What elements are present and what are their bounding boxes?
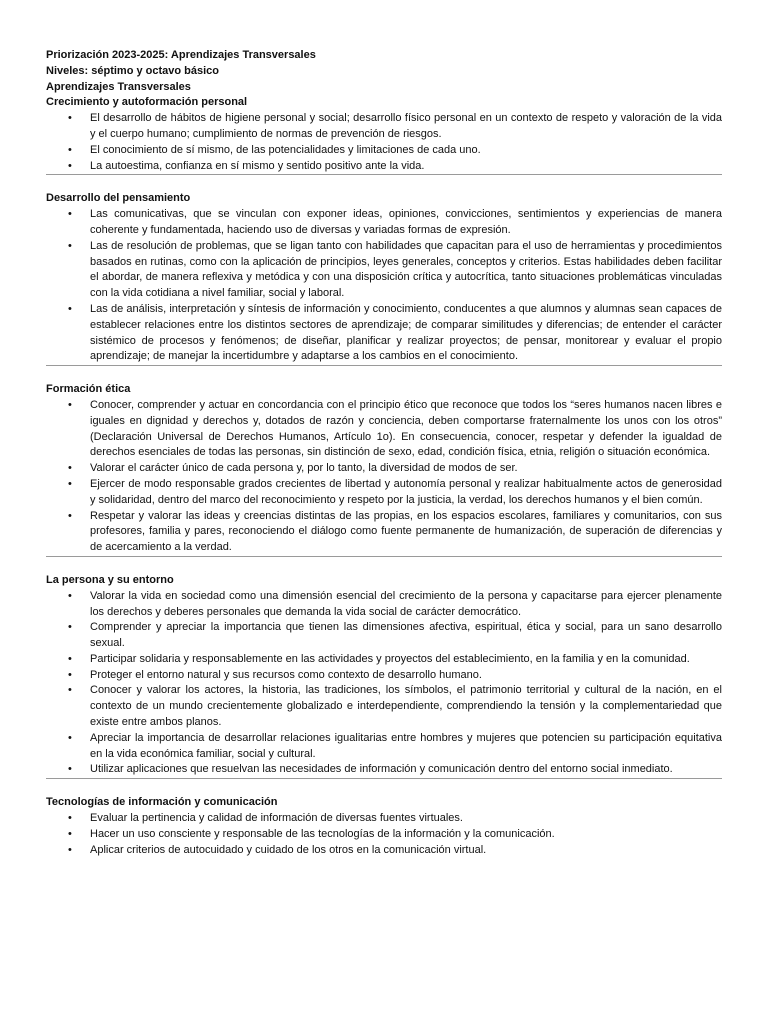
list-item: • Utilizar aplicaciones que resuelvan las necesidades de información y comunicación dentro del entorno social inmediato. [46,762,722,778]
section-crecimiento [46,95,722,175]
list-item: • Aplicar criterios de autocuidado y cuidado de los otros en la comunicación virtual. [46,843,722,859]
list-item: • Comprender y apreciar la importancia que tienen las dimensiones afectiva, espiritual, ética y social, para un sano desarrollo sexual. [46,620,722,652]
list-item: • Las de resolución de problemas, que se ligan tanto con habilidades que capacitan para el uso de herramientas y procedimientos basados en rutinas, como con la aplicación de principios, leyes generales, conceptos y criterios. Estas habilidades deben facilitar el abordar, de manera reflexiva y metódica y con una disposición crítica y autocrítica, tanto situaciones problemáticas vinculadas con la vida cotidiana a nivel familiar, social y laboral. [46,239,722,302]
document-levels: Niveles: séptimo y octavo básico [46,64,220,77]
list-item: • Valorar el carácter único de cada persona y, por lo tanto, la diversidad de modos de ser. [46,461,722,477]
section-pensamiento [46,191,722,366]
section-divider [46,174,722,175]
section-tic [46,795,722,858]
list-item: • Conocer, comprender y actuar en concordancia con el principio ético que reconoce que todos los “seres humanos nacen libres e iguales en dignidad y derechos y, dotados de razón y conciencia, deben comportarse fraternalmente los unos con los otros” (Declaración Universal de Derechos Humanos, Artículo 1o). En consecuencia, conocer, respetar y defender la igualdad de derechos esenciales de todas las personas, sin distinción de sexo, edad, condición física, etnia, religión o situación económica. [46,398,722,461]
list-item: • Ejercer de modo responsable grados crecientes de libertad y autonomía personal y realizar habitualmente actos de generosidad y solidaridad, dentro del marco del reconocimiento y respeto por la justicia, la verdad, los derechos humanos y el bien común. [46,477,722,509]
section-title: Tecnologías de información y comunicación [46,796,278,809]
list-item: • Valorar la vida en sociedad como una dimensión esencial del crecimiento de la persona y capacitarse para ejercer plenamente los derechos y deberes personales que demanda la vida social de carácter democrático. [46,589,722,621]
list-item: • Respetar y valorar las ideas y creencias distintas de las propias, en los espacios escolares, familiares y comunitarios, con sus profesores, familia y pares, reconociendo el diálogo como fuente permanente de humanización, de superación de diferencias y de acercamiento a la verdad. [46,509,722,556]
list-item: • La autoestima, confianza en sí mismo y sentido positivo ante la vida. [46,159,722,175]
section-entorno [46,573,722,779]
bullet-list [46,111,722,174]
section-divider [46,365,722,366]
list-item: • Apreciar la importancia de desarrollar relaciones igualitarias entre hombres y mujeres que potencien su participación equitativa en la vida económica familiar, social y cultural. [46,731,722,763]
list-item: • Hacer un uso consciente y responsable de las tecnologías de la información y la comunicación. [46,827,722,843]
list-item: • El desarrollo de hábitos de higiene personal y social; desarrollo físico personal en un contexto de respeto y valoración de la vida y el cuerpo humano; cumplimiento de normas de prevención de riesgos. [46,111,722,143]
list-item: • Participar solidaria y responsablemente en las actividades y proyectos del establecimiento, en la familia y en la comunidad. [46,652,722,668]
section-title: Desarrollo del pensamiento [46,192,191,205]
section-title: Formación ética [46,383,131,396]
section-divider [46,778,722,779]
list-item: • Evaluar la pertinencia y calidad de información de diversas fuentes virtuales. [46,811,722,827]
list-item: • Las de análisis, interpretación y síntesis de información y conocimiento, conducentes a que alumnos y alumnas sean capaces de establecer relaciones entre los distintos sectores de aprendizaje; de comparar similitudes y diferencias; de entender el carácter sistémico de procesos y fenómenos; de diseñar, planificar y realizar proyectos; de pensar, monitorear y evaluar el propio aprendizaje; de manejar la incertidumbre y adaptarse a los cambios en el conocimiento. [46,302,722,365]
section-title: Crecimiento y autoformación personal [46,96,248,109]
list-item: • El conocimiento de sí mismo, de las potencialidades y limitaciones de cada uno. [46,143,722,159]
document-subtitle: Aprendizajes Transversales [46,80,191,93]
bullet-list [46,589,722,779]
section-etica [46,382,722,557]
section-title: La persona y su entorno [46,573,174,586]
list-item: • Las comunicativas, que se vinculan con exponer ideas, opiniones, convicciones, sentimientos y experiencias de manera coherente y fundamentada, haciendo uso de diversas y variadas formas de expresión. [46,207,722,239]
document-title: Priorización 2023-2025: Aprendizajes Transversales [46,49,316,61]
section-divider [46,556,722,557]
bullet-list [46,207,722,365]
bullet-list [46,398,722,556]
list-item: • Conocer y valorar los actores, la historia, las tradiciones, los símbolos, el patrimonio territorial y cultural de la nación, en el contexto de un mundo crecientemente globalizado e interdependiente, comprendiendo la tensión y la complementariedad que existe entre ambos planos. [46,683,722,730]
bullet-list [46,811,722,858]
list-item: • Proteger el entorno natural y sus recursos como contexto de desarrollo humano. [46,668,722,684]
